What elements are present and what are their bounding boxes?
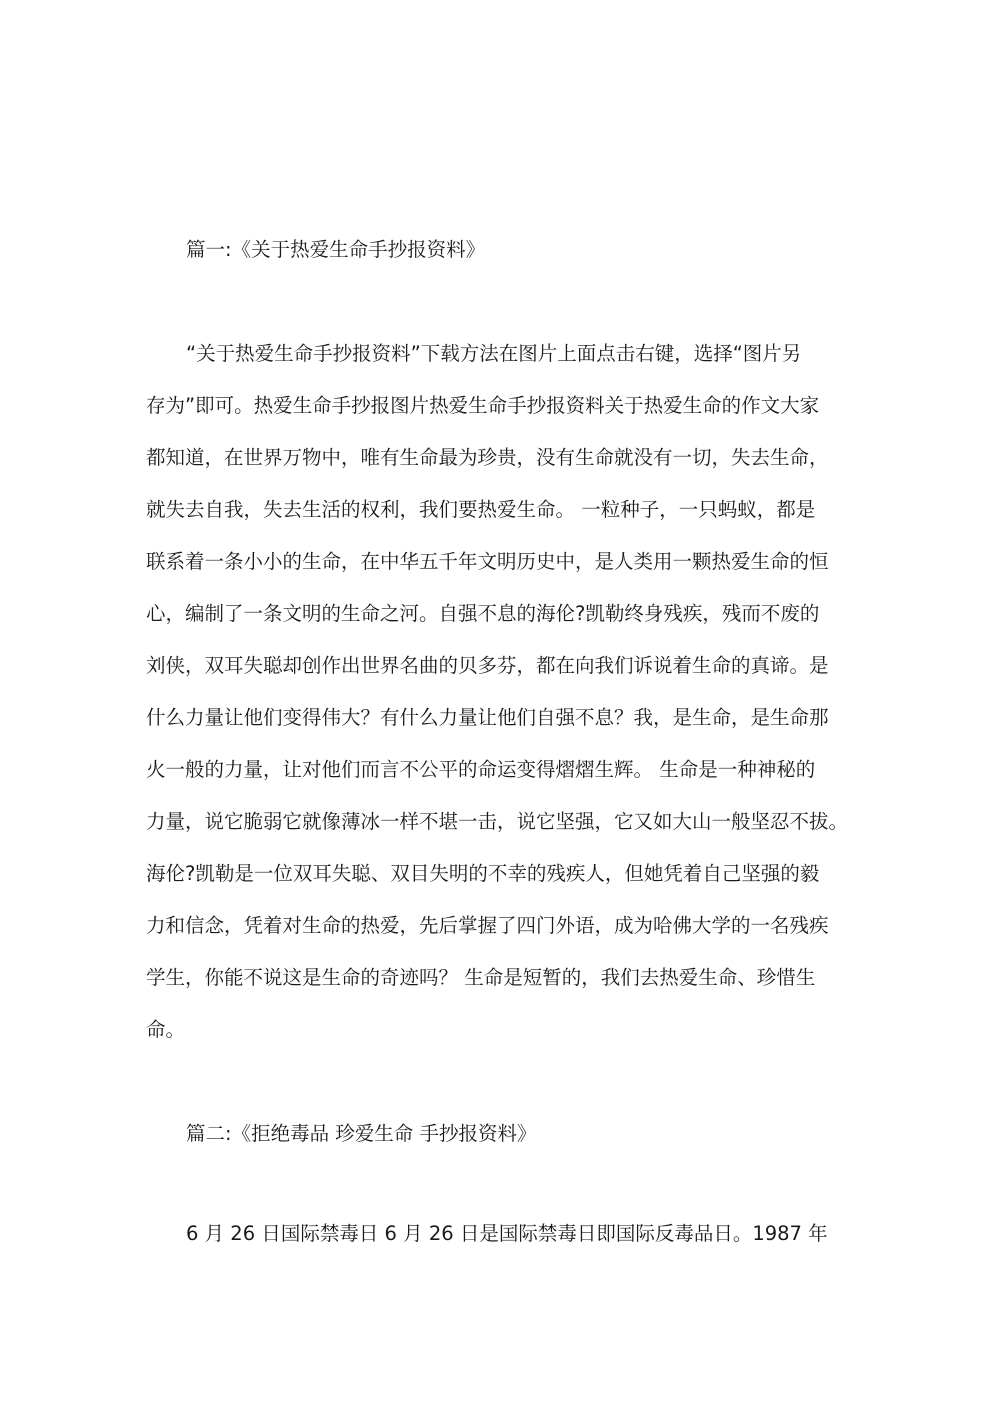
paragraph-line: 联系着一条小小的生命，在中华五千年文明历史中，是人类用一颗热爱生命的恒 <box>146 550 829 573</box>
paragraph-line: 火一般的力量，让对他们而言不公平的命运变得熠熠生辉。 生命是一种神秘的 <box>146 758 816 781</box>
paragraph-line: 就失去自我，失去生活的权利，我们要热爱生命。 一粒种子，一只蚂蚁，都是 <box>146 498 816 521</box>
paragraph-line: 海伦?凯勒是一位双耳失聪、双目失明的不幸的残疾人，但她凭着自己坚强的毅 <box>146 862 820 885</box>
paragraph-line: 学生，你能不说这是生命的奇迹吗？ 生命是短暂的，我们去热爱生命、珍惜生 <box>146 966 816 989</box>
paragraph-line: 什么力量让他们变得伟大？有什么力量让他们自强不息？我，是生命，是生命那 <box>146 706 829 729</box>
paragraph-line: 存为”即可。热爱生命手抄报图片热爱生命手抄报资料关于热爱生命的作文大家 <box>146 394 820 417</box>
paragraph-line: 力和信念，凭着对生命的热爱，先后掌握了四门外语，成为哈佛大学的一名残疾 <box>146 914 829 937</box>
paragraph-line: 刘侠，双耳失聪却创作出世界名曲的贝多芬，都在向我们诉说着生命的真谛。是 <box>146 654 829 677</box>
section-1-heading: 篇一:《关于热爱生命手抄报资料》 <box>186 238 486 261</box>
paragraph-line: “关于热爱生命手抄报资料”下载方法在图片上面点击右键，选择“图片另 <box>186 342 802 365</box>
paragraph-line: 命。 <box>146 1018 186 1041</box>
section-2-heading: 篇二:《拒绝毒品 珍爱生命 手抄报资料》 <box>186 1122 537 1145</box>
paragraph-line: 都知道，在世界万物中，唯有生命最为珍贵，没有生命就没有一切，失去生命， <box>146 446 829 469</box>
paragraph-line: 心，编制了一条文明的生命之河。自强不息的海伦?凯勒终身残疾，残而不废的 <box>146 602 820 625</box>
paragraph-line: 力量，说它脆弱它就像薄冰一样不堪一击，说它坚强，它又如大山一般坚忍不拔。 <box>146 810 849 833</box>
paragraph-line: 6 月 26 日国际禁毒日 6 月 26 日是国际禁毒日即国际反毒品日。1987 年 <box>186 1222 828 1245</box>
